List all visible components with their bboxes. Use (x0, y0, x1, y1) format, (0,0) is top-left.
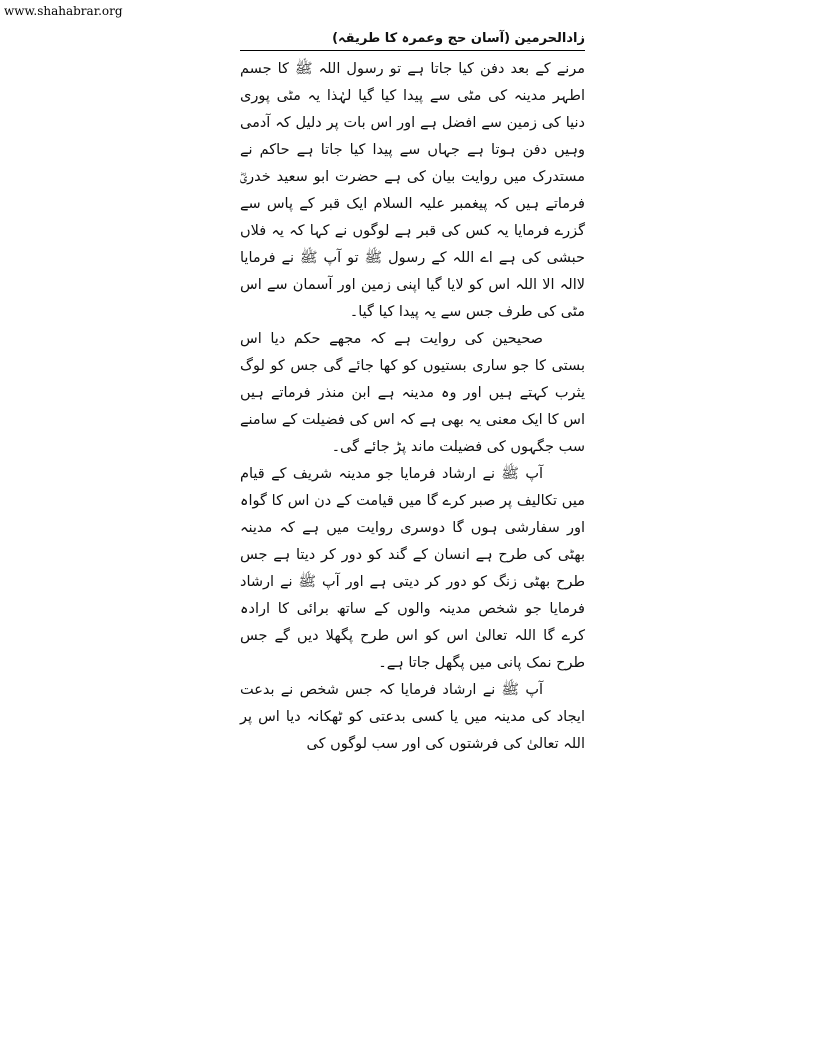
site-url: www.shahabrar.org (4, 4, 123, 18)
paragraph-4: آپ ﷺ نے ارشاد فرمایا کہ جس شخص نے بدعت ایجاد کی مدینہ میں یا کسی بدعتی کو ٹھکانہ دیا اس پر اللہ تعالیٰ کی فرشتوں کی اور سب لوگوں کی (240, 682, 585, 752)
header-divider (240, 50, 585, 51)
paragraph-2: صحیحین کی روایت ہے کہ مجھے حکم دیا اس بستی کا جو ساری بستیوں کو کھا جائے گی جس کو لوگ یثرب کہتے ہیں اور وہ مدینہ ہے ابن منذر فرماتے ہیں اس کا ایک معنی یہ بھی ہے کہ اس کی فضیلت کے سامنے سب جگہوں کی فضیلت ماند پڑ جائے گی۔ (240, 331, 585, 455)
page-header-title: زادالحرمین (آسان حج وعمرہ کا طریقہ) (332, 31, 585, 46)
paragraph-3: آپ ﷺ نے ارشاد فرمایا جو مدینہ شریف کے قیام میں تکالیف پر صبر کرے گا میں قیامت کے دن اس کا گواہ اور سفارشی ہوں گا دوسری روایت میں ہے کہ مدینہ بھٹی کی طرح ہے انسان کے گند کو دور کر دیتا ہے جس طرح بھٹی زنگ کو دور کر دیتی ہے اور آپ ﷺ نے ارشاد فرمایا جو شخص مدینہ والوں کے ساتھ برائی کا ارادہ کرے گا اللہ تعالیٰ اس کو اس طرح پگھلا دیں گے جس طرح نمک پانی میں پگھل جاتا ہے۔ (240, 466, 585, 671)
paragraph-1: مرنے کے بعد دفن کیا جاتا ہے تو رسول اللہ ﷺ کا جسم اطہر مدینہ کی مٹی سے پیدا کیا گیا لہٰذا یہ مٹی پوری دنیا کی زمین سے افضل ہے اور اس بات پر دلیل کہ آدمی وہیں دفن ہوتا ہے جہاں سے پیدا کیا جاتا ہے حاکم نے مستدرک میں روایت بیان کی ہے حضرت ابو سعید خدریؓ فرماتے ہیں کہ پیغمبر علیہ السلام ایک قبر کے پاس سے گزرے فرمایا یہ کس کی قبر ہے لوگوں نے کہا کہ یہ فلاں حبشی کی ہے اے اللہ کے رسول ﷺ تو آپ ﷺ نے فرمایا لاالہ الا اللہ اس کو لایا گیا اپنی زمین اور آسمان سے اس مٹی کی طرف جس سے یہ پیدا کیا گیا۔ (240, 61, 585, 320)
body-text (240, 56, 585, 758)
